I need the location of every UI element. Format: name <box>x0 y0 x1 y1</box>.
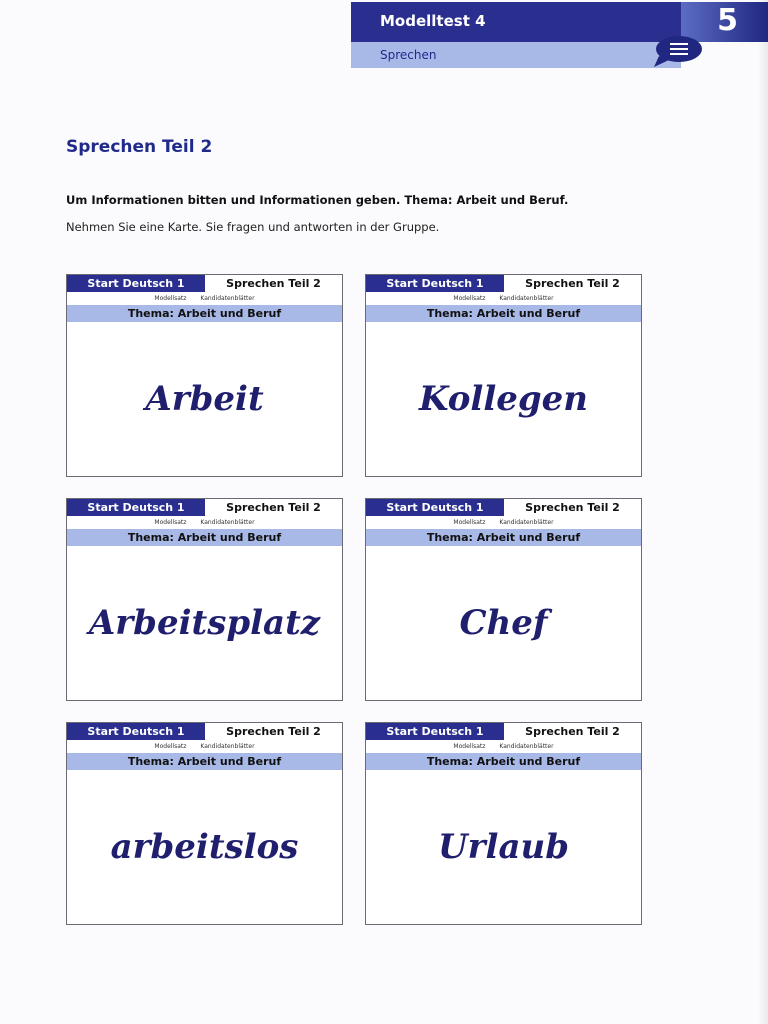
card-part: Sprechen Teil 2 <box>226 725 321 738</box>
card-arbeitsplatz <box>66 498 343 701</box>
card-part: Sprechen Teil 2 <box>525 277 620 290</box>
header-subtitle-bar <box>351 42 681 68</box>
card-arbeit <box>66 274 343 477</box>
card-brand: Start Deutsch 1 <box>366 723 504 740</box>
card-meta <box>67 741 342 753</box>
card-brand: Start Deutsch 1 <box>67 499 205 516</box>
card-meta-1: Modellsatz <box>154 743 187 750</box>
card-header <box>366 275 641 293</box>
card-meta <box>67 517 342 529</box>
card-urlaub <box>365 722 642 925</box>
header-title: Modelltest 4 <box>380 12 486 30</box>
card-brand: Start Deutsch 1 <box>67 723 205 740</box>
card-word: Urlaub <box>437 827 569 867</box>
card-meta <box>366 517 641 529</box>
card-brand: Start Deutsch 1 <box>366 499 504 516</box>
card-theme: Thema: Arbeit und Beruf <box>67 753 342 770</box>
speech-bubble-icon <box>651 34 703 68</box>
header-title-bar <box>351 2 681 42</box>
card-theme: Thema: Arbeit und Beruf <box>366 529 641 546</box>
card-header <box>67 723 342 741</box>
card-meta <box>366 741 641 753</box>
card-meta-2: Kandidatenblätter <box>200 519 255 526</box>
card-header <box>366 499 641 517</box>
card-word: arbeitslos <box>110 827 299 867</box>
page-edge <box>758 0 768 1024</box>
section-title: Sprechen Teil 2 <box>66 137 213 157</box>
card-word: Arbeitsplatz <box>88 603 321 643</box>
card-meta-2: Kandidatenblätter <box>499 743 554 750</box>
card-chef <box>365 498 642 701</box>
card-meta-1: Modellsatz <box>453 743 486 750</box>
instruction-bold: Um Informationen bitten und Informationen geben. Thema: Arbeit und Beruf. <box>66 193 569 207</box>
card-meta-2: Kandidatenblätter <box>499 519 554 526</box>
card-header <box>67 275 342 293</box>
card-meta <box>67 293 342 305</box>
card-word: Kollegen <box>418 379 589 419</box>
card-word: Chef <box>459 603 548 643</box>
card-meta <box>366 293 641 305</box>
chapter-number: 5 <box>717 3 738 38</box>
instruction-text: Nehmen Sie eine Karte. Sie fragen und antworten in der Gruppe. <box>66 220 440 234</box>
card-arbeitslos <box>66 722 343 925</box>
card-theme: Thema: Arbeit und Beruf <box>67 529 342 546</box>
card-meta-2: Kandidatenblätter <box>200 295 255 302</box>
card-part: Sprechen Teil 2 <box>226 277 321 290</box>
card-theme: Thema: Arbeit und Beruf <box>366 305 641 322</box>
card-part: Sprechen Teil 2 <box>226 501 321 514</box>
card-header <box>67 499 342 517</box>
card-brand: Start Deutsch 1 <box>67 275 205 292</box>
card-brand: Start Deutsch 1 <box>366 275 504 292</box>
card-meta-1: Modellsatz <box>154 519 187 526</box>
card-header <box>366 723 641 741</box>
card-meta-1: Modellsatz <box>453 519 486 526</box>
card-word: Arbeit <box>145 379 264 419</box>
card-kollegen <box>365 274 642 477</box>
card-meta-2: Kandidatenblätter <box>499 295 554 302</box>
header-subtitle: Sprechen <box>380 48 437 62</box>
card-meta-1: Modellsatz <box>154 295 187 302</box>
card-meta-2: Kandidatenblätter <box>200 743 255 750</box>
card-theme: Thema: Arbeit und Beruf <box>67 305 342 322</box>
card-part: Sprechen Teil 2 <box>525 501 620 514</box>
card-part: Sprechen Teil 2 <box>525 725 620 738</box>
card-theme: Thema: Arbeit und Beruf <box>366 753 641 770</box>
card-meta-1: Modellsatz <box>453 295 486 302</box>
